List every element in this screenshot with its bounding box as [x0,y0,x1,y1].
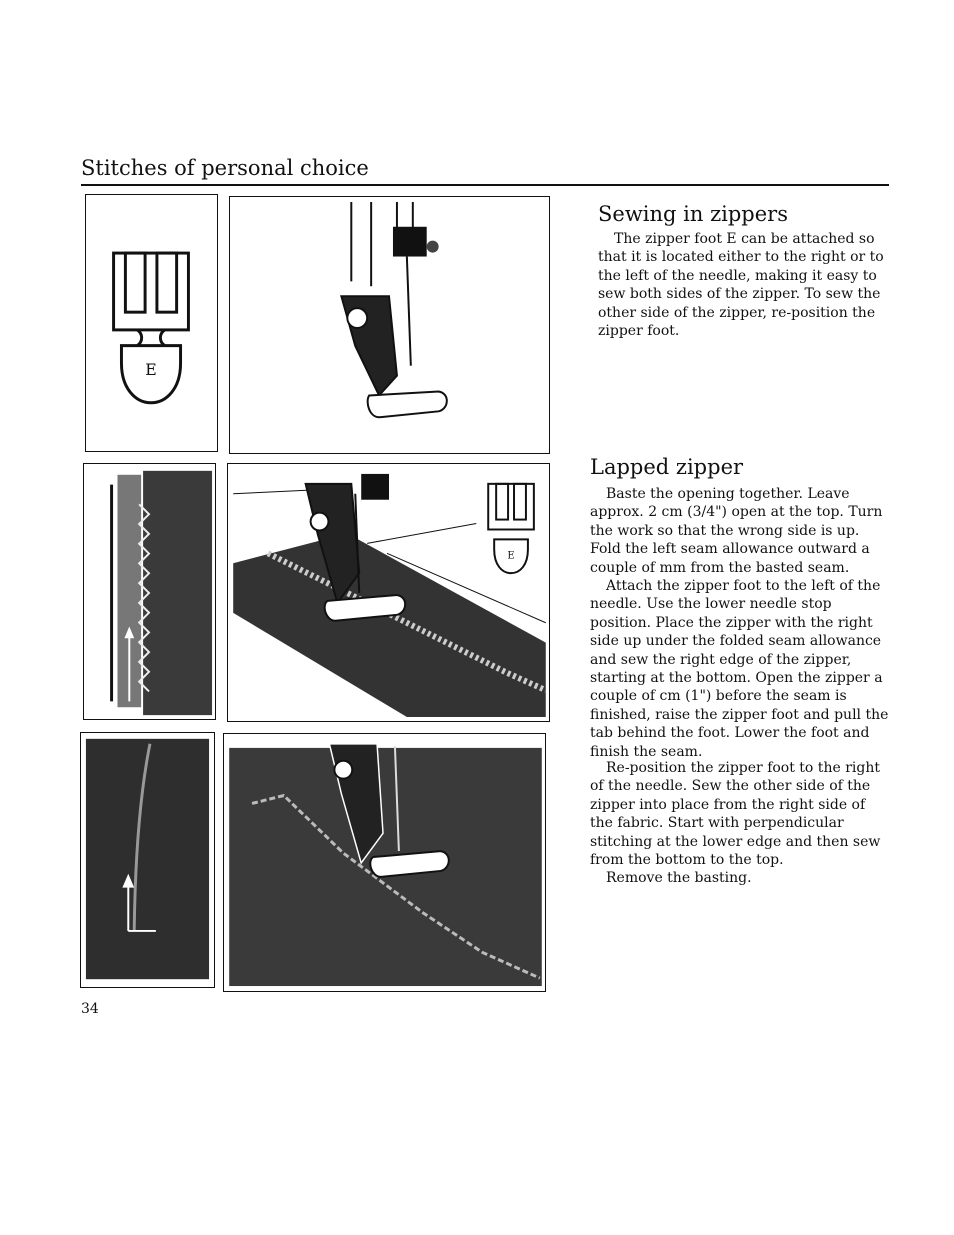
page-number: 34 [81,1001,99,1017]
figure-sewing-zipper [227,463,550,722]
paragraph-lapped-zipper-3: Re-position the zipper foot to the right of the needle. Sew the other side of the zipper into place from the right side of the fabric. Start with perpendicular stitching at the lower edge and then sew from the bottom to the top. [590,760,881,869]
figure-presser-foot [229,196,550,454]
figure-finished-zipper [80,732,215,988]
paragraph-sewing-in-zippers: The zipper foot E can be attached so that it is located either to the right or to the left of the needle, making it easy to sew both sides of the zipper. To sew the other side of the zipper, re-position the zipper foot. [598,231,884,340]
figure-zipper-foot [85,194,218,452]
paragraph-lapped-zipper-4: Remove the basting. [606,870,752,886]
figure-right-side-stitching [223,733,546,992]
finished-zipper-illustration [81,733,214,987]
paragraph-lapped-zipper-1: Baste the opening together. Leave approx. 2 cm (3/4") open at the top. Turn the work so that the wrong side is up. Fold the left seam allowance outward a couple of mm from the basted seam. [590,486,883,576]
zipper-foot-letter: E [145,360,157,380]
zipper-strip-illustration [84,464,215,719]
sewing-zipper-illustration [228,464,549,721]
section-title-lapped-zipper: Lapped zipper [590,455,744,479]
zipper-foot-illustration [86,195,217,451]
paragraph-lapped-zipper-2: Attach the zipper foot to the left of the needle. Use the lower needle stop position. Place the zipper with the right side up under the folded seam allowance and sew the right edge of the zipper, starting at the bottom. Open the zipper a couple of cm (1") before the seam is finished, raise the zipper foot and pull the tab behind the foot. Lower the foot and finish the seam. [590,578,889,760]
header-rule [81,184,889,186]
small-zipper-foot-letter: E [507,550,515,562]
right-side-stitching-illustration [224,734,545,991]
figure-zipper-strip [83,463,216,720]
section-title-sewing-in-zippers: Sewing in zippers [598,202,788,226]
presser-foot-illustration [230,197,549,453]
page-header-title: Stitches of personal choice [81,156,369,180]
